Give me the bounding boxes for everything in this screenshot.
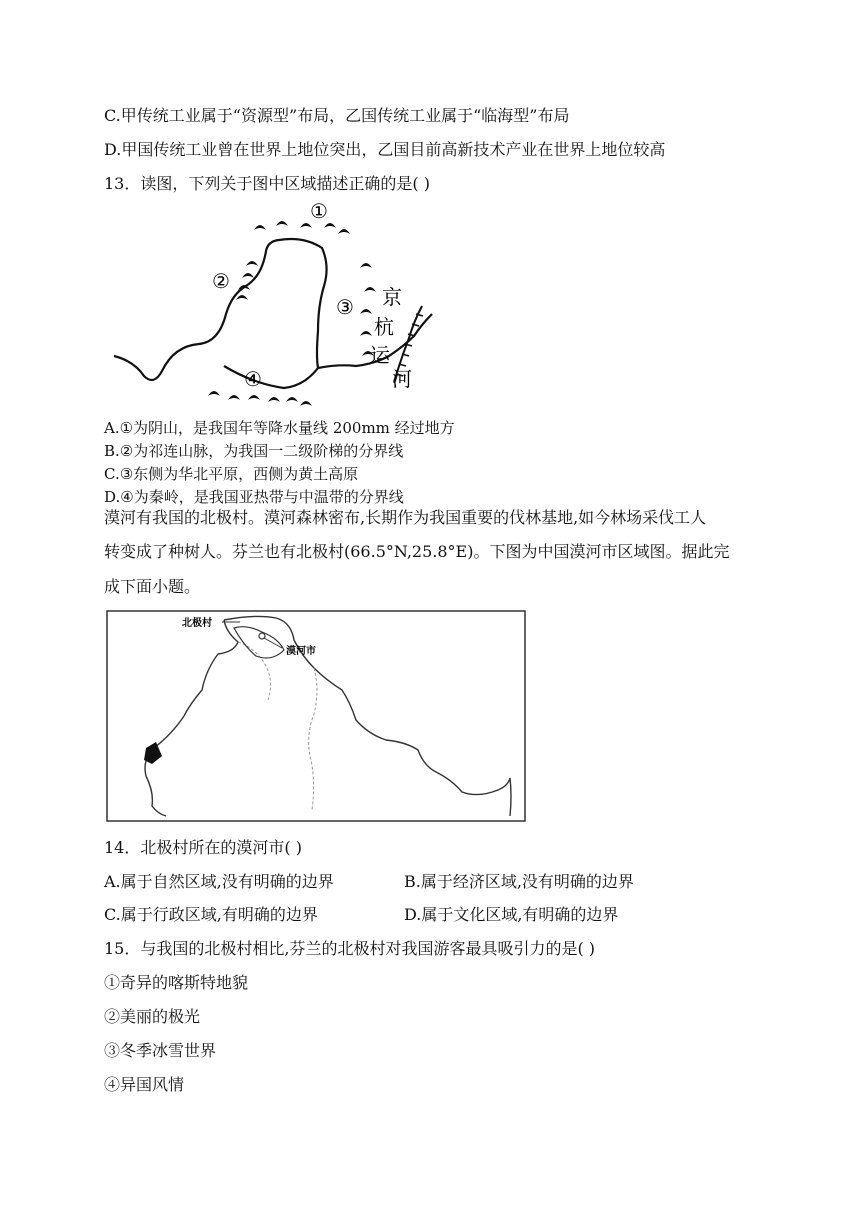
option-b-q14: B.属于经济区域,没有明确的边界: [404, 872, 634, 891]
option-d-q12: D.甲国传统工业曾在世界上地位突出，乙国目前高新技术产业在世界上地位较高: [104, 140, 666, 159]
option-1-q15: ①奇异的喀斯特地貌: [104, 973, 249, 992]
option-a-q14: A.属于自然区域,没有明确的边界: [104, 872, 334, 891]
canal-char-4: 河: [392, 367, 412, 391]
label-4: ④: [244, 367, 262, 391]
option-2-q15: ②美丽的极光: [104, 1007, 201, 1026]
map-q13: [104, 196, 444, 414]
option-b-q13: B.②为祁连山脉，为我国一二级阶梯的分界线: [104, 442, 404, 460]
canal-char-2: 杭: [374, 315, 394, 339]
option-4-q15: ④异国风情: [104, 1075, 185, 1094]
label-2: ②: [212, 269, 230, 293]
label-3: ③: [336, 295, 354, 319]
option-c-q13: C.③东侧为华北平原，西侧为黄土高原: [104, 465, 359, 483]
option-c-q12: C.甲传统工业属于“资源型”布局，乙国传统工业属于“临海型”布局: [104, 106, 570, 125]
intro-line-1: 漠河有我国的北极村。漠河森林密布,长期作为我国重要的伐林基地,如今林场采伐工人: [104, 508, 707, 527]
question-13: 13．读图，下列关于图中区域描述正确的是( ): [104, 174, 430, 193]
option-c-q14: C.属于行政区域,有明确的边界: [104, 905, 318, 924]
city-label: 漠河市: [286, 646, 316, 657]
intro-line-3: 成下面小题。: [104, 577, 201, 596]
question-14: 14．北极村所在的漠河市( ): [104, 838, 302, 857]
question-15: 15．与我国的北极村相比,芬兰的北极村对我国游客最具吸引力的是( ): [104, 939, 596, 958]
option-d-q14: D.属于文化区域,有明确的边界: [404, 905, 619, 924]
canal-char-1: 京: [382, 285, 402, 309]
mohe-map: [106, 610, 526, 822]
option-3-q15: ③冬季冰雪世界: [104, 1041, 217, 1060]
option-a-q13: A.①为阴山，是我国年等降水量线 200mm 经过地方: [104, 419, 455, 437]
canal-char-3: 运: [370, 343, 390, 367]
option-d-q13: D.④为秦岭，是我国亚热带与中温带的分界线: [104, 488, 404, 506]
intro-line-2: 转变成了种树人。芬兰也有北极村(66.5°N,25.8°E)。下图为中国漠河市区域图。据此完: [104, 542, 730, 561]
village-label: 北极村: [182, 618, 212, 629]
label-1: ①: [310, 199, 328, 223]
